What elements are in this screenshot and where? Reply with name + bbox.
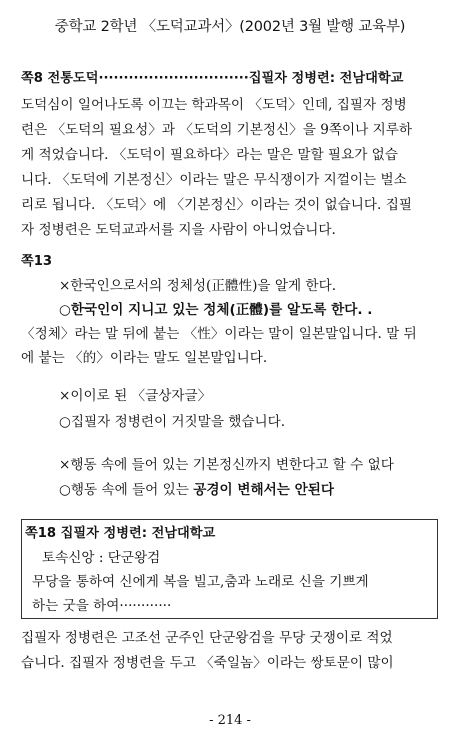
paragraph-line: 도덕심이 일어나도록 이끄는 학과목이 〈도덕〉인데, 집필자 정병 [21, 97, 407, 113]
paragraph-line: 련은 〈도덕의 필요성〉과 〈도덕의 기본정신〉을 9쪽이나 지루하 [21, 122, 412, 138]
quotation-line: 하는 굿을 하여············ [32, 598, 172, 614]
paragraph-line: 에 붙는 〈的〉이라는 말도 일본말입니다. [21, 350, 268, 366]
paragraph-line: 습니다. 집필자 정병련을 두고 〈죽일놈〉이라는 쌍토문이 많이 [21, 655, 394, 671]
correct-example: ○한국인이 지니고 있는 정체(正體)를 알도록 한다. . [59, 302, 373, 318]
paragraph-line: 니다. 〈도덕에 기본정신〉이라는 말은 무식쟁이가 지껄이는 벌소 [21, 172, 407, 188]
page-title: 중학교 2학년 〈도덕교과서〉(2002년 3월 발행 교육부) [54, 19, 406, 35]
correct-example-text: ○행동 속에 들어 있는 [59, 482, 194, 498]
quotation-subheading: 토속신앙 : 단군왕검 [42, 550, 161, 566]
paragraph-line: 〈정체〉라는 말 뒤에 붙는 〈性〉이라는 말이 일본말입니다. 말 뒤 [21, 326, 417, 342]
quotation-line: 무당을 통하여 신에게 복을 빌고,춤과 노래로 신을 기쁘게 [32, 574, 369, 590]
section-heading: 쪽18 집필자 정병련: 전남대학교 [25, 526, 216, 541]
paragraph-line: 자 정병련은 도덕교과서를 지을 사람이 아니었습니다. [21, 222, 336, 238]
page-number: - 214 - [209, 713, 251, 728]
incorrect-example: ×행동 속에 들어 있는 기본정신까지 변한다고 할 수 없다 [59, 457, 394, 473]
emphasized-text: 공경이 변해서는 안된다 [193, 482, 334, 498]
correct-example: ○집필자 정병련이 거짓말을 했습니다. [59, 414, 286, 430]
incorrect-example: ×이이로 된 〈글상자글〉 [59, 388, 212, 404]
section-heading: 쪽13 [21, 254, 53, 269]
correct-example [59, 481, 334, 499]
paragraph-line: 리로 됩니다. 〈도덕〉에 〈기본정신〉이라는 것이 없습니다. 집필 [21, 197, 412, 213]
paragraph-line: 집필자 정병련은 고조선 군주인 단군왕검을 무당 굿쟁이로 적었 [21, 630, 393, 646]
incorrect-example: ×한국인으로서의 정체성(正體性)을 알게 한다. [59, 278, 337, 294]
section-heading: 쪽8 전통도덕······························집필자 정병련: 전남대학교 [21, 71, 404, 86]
paragraph-line: 게 적었습니다. 〈도덕이 필요하다〉라는 말은 말할 필요가 없습 [21, 147, 398, 163]
